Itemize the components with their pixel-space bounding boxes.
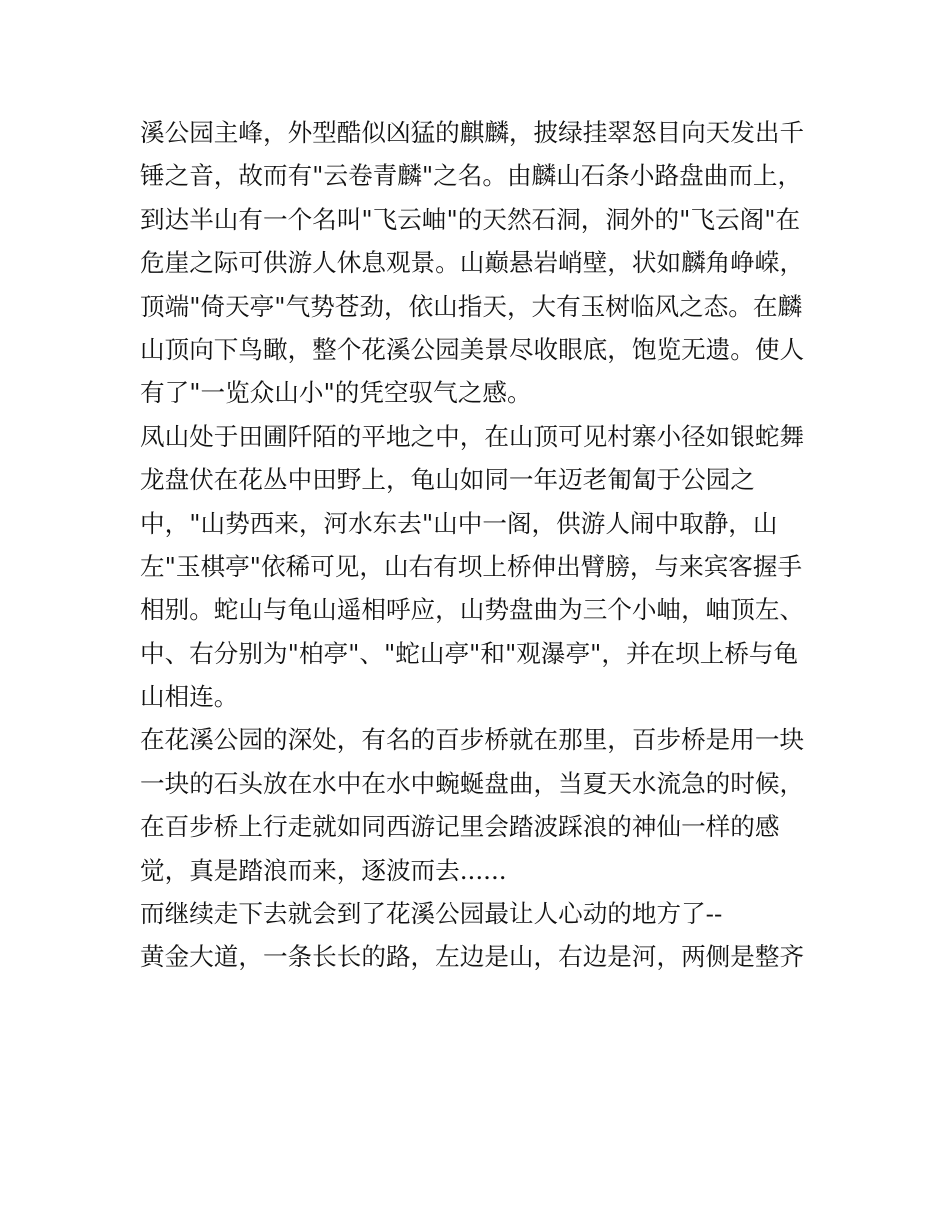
text-line: 溪公园主峰，外型酷似凶猛的麒麟，披绿挂翠怒目向天发出千 — [140, 118, 805, 147]
text-line: 顶端"倚天亭"气势苍劲，依山指天，大有玉树临风之态。在麟 — [140, 291, 803, 321]
text-line: 左"玉棋亭"依稀可见，山右有坝上桥伸出臂膀，与来宾客握手 — [140, 551, 803, 581]
text-line: 有了"一览众山小"的凭空驭气之感。 — [140, 378, 532, 408]
text-line: 中，"山势西来，河水东去"山中一阁，供游人闹中取静，山 — [140, 508, 778, 538]
text-line: 黄金大道，一条长长的路，左边是山，右边是河，两侧是整齐 — [140, 942, 805, 972]
text-line: 中、右分别为"柏亭"、"蛇山亭"和"观瀑亭"，并在坝上桥与龟 — [140, 638, 799, 668]
text-line: 觉，真是踏浪而来，逐波而去...... — [140, 855, 507, 885]
text-line: 危崖之际可供游人休息观景。山巅悬岩峭壁，状如麟角峥嵘， — [140, 248, 805, 278]
text-line: 凤山处于田圃阡陌的平地之中，在山顶可见村寨小径如银蛇舞 — [140, 421, 805, 451]
text-line: 山顶向下鸟瞰，整个花溪公园美景尽收眼底，饱览无遗。使人 — [140, 334, 805, 364]
text-line: 一块的石头放在水中在水中蜿蜒盘曲，当夏天水流急的时候， — [140, 768, 805, 798]
text-line: 在百步桥上行走就如同西游记里会踏波踩浪的神仙一样的感 — [140, 812, 780, 842]
text-line: 在花溪公园的深处，有名的百步桥就在那里，百步桥是用一块 — [140, 725, 805, 755]
text-line: 而继续走下去就会到了花溪公园最让人心动的地方了-- — [140, 899, 723, 929]
text-line: 锤之音，故而有"云卷青麟"之名。由麟山石条小路盘曲而上， — [140, 161, 803, 191]
body-text — [140, 111, 820, 979]
text-line: 山相连。 — [140, 682, 239, 712]
text-line: 相别。蛇山与龟山遥相呼应，山势盘曲为三个小岫，岫顶左、 — [140, 595, 805, 625]
text-line: 龙盘伏在花丛中田野上，龟山如同一年迈老匍匐于公园之 — [140, 465, 755, 495]
text-line: 到达半山有一个名叫"飞云岫"的天然石洞，洞外的"飞云阁"在 — [140, 204, 801, 234]
